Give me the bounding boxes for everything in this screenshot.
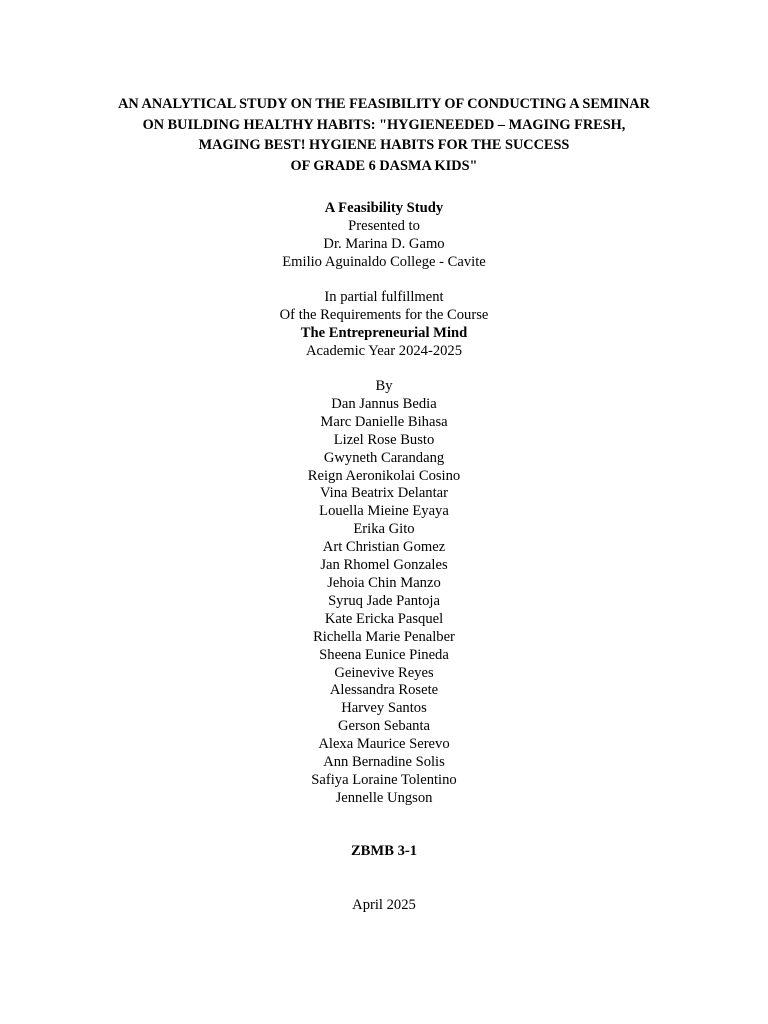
author-name: Syruq Jade Pantoja	[328, 592, 440, 609]
author-name: Harvey Santos	[341, 700, 427, 717]
author-name: Alexa Maurice Serevo	[318, 736, 450, 753]
title-line: MAGING BEST! HYGIENE HABITS FOR THE SUCCESS	[198, 137, 570, 153]
author-name: Sheena Eunice Pineda	[319, 646, 449, 663]
author-name: Gerson Sebanta	[338, 718, 430, 735]
course-name: The Entrepreneurial Mind	[300, 324, 468, 341]
author-name: Gwyneth Carandang	[323, 449, 445, 466]
study-type: A Feasibility Study	[324, 200, 444, 216]
author-name: Louella Mieine Eyaya	[319, 503, 449, 520]
fulfillment-block	[0, 289, 768, 361]
author-name: Jehoia Chin Manzo	[327, 574, 441, 591]
author-name: Marc Danielle Bihasa	[320, 413, 448, 430]
author-name: Alessandra Rosete	[329, 682, 439, 699]
presentation-block	[0, 200, 768, 272]
fulfillment-line: In partial fulfillment	[324, 289, 444, 305]
author-name: Vina Beatrix Delantar	[320, 485, 448, 502]
authors-block	[0, 378, 768, 808]
author-name: Erika Gito	[353, 521, 415, 538]
author-name: Dan Jannus Bedia	[331, 395, 437, 412]
presented-to-label: Presented to	[348, 217, 420, 234]
academic-year: Academic Year 2024-2025	[305, 342, 463, 359]
author-name: Richella Marie Penalber	[313, 628, 455, 645]
title-line: ON BUILDING HEALTHY HABITS: "HYGIENEEDED – MAGING FRESH,	[142, 116, 626, 133]
adviser-name: Dr. Marina D. Gamo	[323, 235, 445, 252]
author-name: Safiya Loraine Tolentino	[311, 771, 457, 788]
title-line: OF GRADE 6 DASMA KIDS"	[290, 157, 478, 174]
author-list	[0, 396, 768, 808]
section-code: ZBMB 3-1	[350, 843, 418, 859]
document-title	[0, 94, 768, 176]
submission-date: April 2025	[352, 897, 416, 913]
author-name: Jan Rhomel Gonzales	[320, 557, 448, 574]
requirements-line: Of the Requirements for the Course	[279, 306, 489, 323]
author-name: Ann Bernadine Solis	[323, 754, 445, 771]
author-name: Jennelle Ungson	[335, 789, 433, 806]
author-name: Art Christian Gomez	[322, 539, 446, 556]
author-name: Lizel Rose Busto	[333, 431, 435, 448]
institution-name: Emilio Aguinaldo College - Cavite	[282, 253, 486, 270]
title-line: AN ANALYTICAL STUDY ON THE FEASIBILITY OF CONDUCTING A SEMINAR	[118, 96, 650, 112]
author-name: Kate Ericka Pasquel	[324, 610, 444, 627]
by-label: By	[375, 378, 393, 394]
author-name: Reign Aeronikolai Cosino	[307, 467, 461, 484]
author-name: Geinevive Reyes	[334, 664, 434, 681]
